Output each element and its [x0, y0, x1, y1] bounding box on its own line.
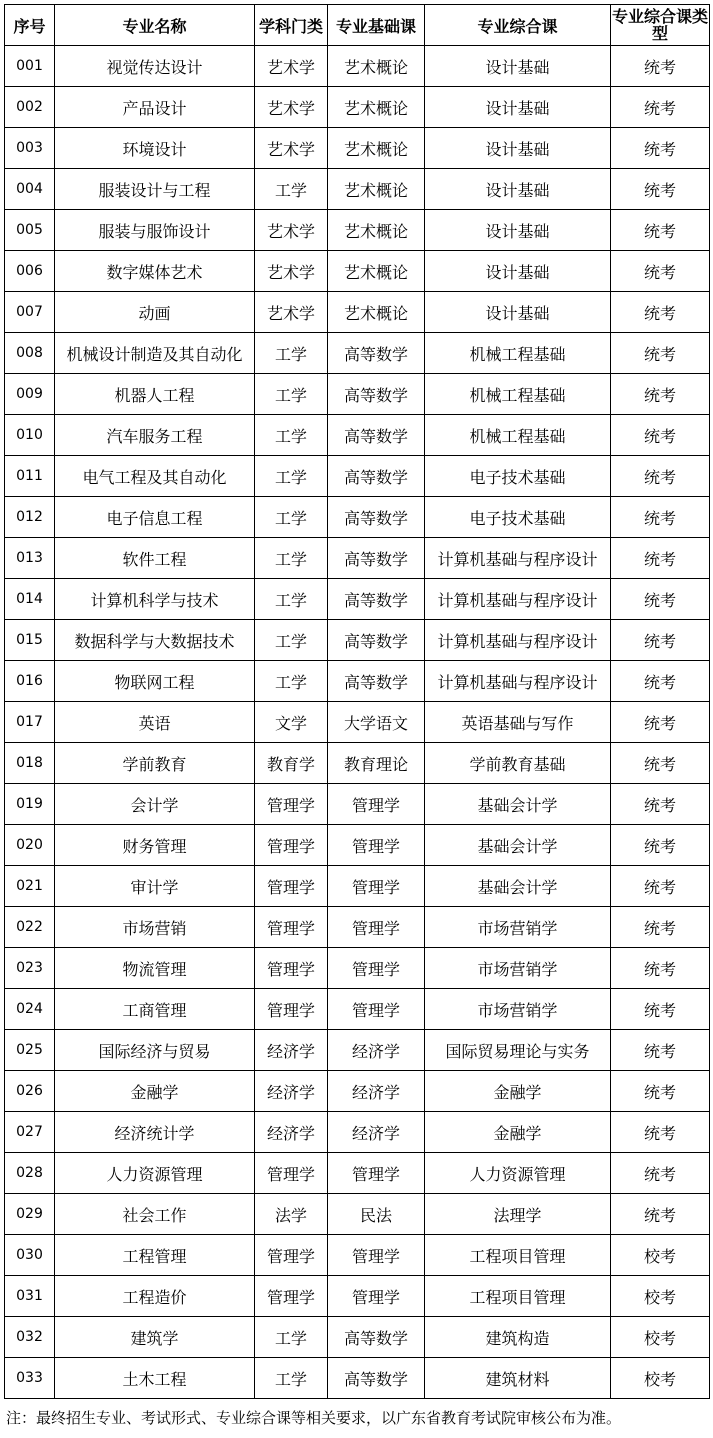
- cell-no: 031: [5, 1276, 55, 1317]
- cell-no: 011: [5, 456, 55, 497]
- header-exam-type: 专业综合课类型: [611, 5, 710, 46]
- cell-major-name: 电子信息工程: [55, 497, 255, 538]
- cell-comprehensive-course: 计算机基础与程序设计: [425, 620, 611, 661]
- cell-category: 管理学: [255, 1153, 328, 1194]
- cell-base-course: 管理学: [328, 907, 425, 948]
- cell-exam-type: 统考: [611, 661, 710, 702]
- cell-base-course: 高等数学: [328, 620, 425, 661]
- cell-comprehensive-course: 计算机基础与程序设计: [425, 579, 611, 620]
- table-row: [5, 702, 710, 743]
- cell-exam-type: 统考: [611, 415, 710, 456]
- table-row: [5, 866, 710, 907]
- cell-comprehensive-course: 机械工程基础: [425, 415, 611, 456]
- cell-exam-type: 统考: [611, 1194, 710, 1235]
- majors-table: [4, 4, 710, 1399]
- table-row: [5, 1358, 710, 1399]
- cell-category: 管理学: [255, 866, 328, 907]
- footnote: 注：最终招生专业、考试形式、专业综合课等相关要求，以广东省教育考试院审核公布为准。: [6, 1409, 622, 1427]
- table-row: [5, 292, 710, 333]
- cell-base-course: 艺术概论: [328, 292, 425, 333]
- cell-base-course: 教育理论: [328, 743, 425, 784]
- cell-major-name: 环境设计: [55, 128, 255, 169]
- cell-exam-type: 统考: [611, 538, 710, 579]
- table-row: [5, 374, 710, 415]
- table-row: [5, 743, 710, 784]
- cell-base-course: 经济学: [328, 1030, 425, 1071]
- cell-major-name: 视觉传达设计: [55, 46, 255, 87]
- cell-category: 工学: [255, 1358, 328, 1399]
- table-row: [5, 456, 710, 497]
- cell-major-name: 市场营销: [55, 907, 255, 948]
- cell-comprehensive-course: 市场营销学: [425, 907, 611, 948]
- cell-category: 管理学: [255, 784, 328, 825]
- cell-category: 工学: [255, 1317, 328, 1358]
- cell-comprehensive-course: 市场营销学: [425, 989, 611, 1030]
- table-header-row: [5, 5, 710, 46]
- cell-exam-type: 统考: [611, 87, 710, 128]
- cell-no: 023: [5, 948, 55, 989]
- cell-category: 管理学: [255, 907, 328, 948]
- table-row: [5, 333, 710, 374]
- cell-comprehensive-course: 建筑材料: [425, 1358, 611, 1399]
- cell-comprehensive-course: 设计基础: [425, 169, 611, 210]
- cell-comprehensive-course: 英语基础与写作: [425, 702, 611, 743]
- cell-base-course: 高等数学: [328, 1317, 425, 1358]
- table-row: [5, 1030, 710, 1071]
- cell-no: 025: [5, 1030, 55, 1071]
- table-row: [5, 989, 710, 1030]
- cell-exam-type: 统考: [611, 743, 710, 784]
- cell-major-name: 工程造价: [55, 1276, 255, 1317]
- cell-category: 艺术学: [255, 210, 328, 251]
- cell-no: 009: [5, 374, 55, 415]
- cell-major-name: 金融学: [55, 1071, 255, 1112]
- cell-category: 工学: [255, 661, 328, 702]
- cell-comprehensive-course: 基础会计学: [425, 825, 611, 866]
- table-row: [5, 1153, 710, 1194]
- cell-no: 013: [5, 538, 55, 579]
- cell-no: 029: [5, 1194, 55, 1235]
- cell-comprehensive-course: 机械工程基础: [425, 374, 611, 415]
- cell-major-name: 土木工程: [55, 1358, 255, 1399]
- header-major-name: 专业名称: [55, 5, 255, 46]
- cell-base-course: 管理学: [328, 948, 425, 989]
- cell-comprehensive-course: 设计基础: [425, 46, 611, 87]
- cell-comprehensive-course: 设计基础: [425, 128, 611, 169]
- cell-no: 005: [5, 210, 55, 251]
- cell-category: 艺术学: [255, 251, 328, 292]
- cell-category: 工学: [255, 374, 328, 415]
- cell-major-name: 人力资源管理: [55, 1153, 255, 1194]
- cell-major-name: 机械设计制造及其自动化: [55, 333, 255, 374]
- cell-exam-type: 统考: [611, 1030, 710, 1071]
- cell-exam-type: 统考: [611, 907, 710, 948]
- cell-comprehensive-course: 电子技术基础: [425, 456, 611, 497]
- cell-base-course: 高等数学: [328, 538, 425, 579]
- cell-major-name: 物流管理: [55, 948, 255, 989]
- cell-base-course: 经济学: [328, 1112, 425, 1153]
- cell-base-course: 管理学: [328, 1235, 425, 1276]
- table-row: [5, 46, 710, 87]
- table-row: [5, 538, 710, 579]
- cell-base-course: 大学语文: [328, 702, 425, 743]
- cell-category: 工学: [255, 333, 328, 374]
- cell-category: 文学: [255, 702, 328, 743]
- cell-no: 018: [5, 743, 55, 784]
- cell-no: 028: [5, 1153, 55, 1194]
- cell-base-course: 经济学: [328, 1071, 425, 1112]
- cell-exam-type: 统考: [611, 46, 710, 87]
- cell-category: 艺术学: [255, 46, 328, 87]
- cell-no: 027: [5, 1112, 55, 1153]
- cell-exam-type: 统考: [611, 128, 710, 169]
- cell-no: 014: [5, 579, 55, 620]
- cell-category: 管理学: [255, 1235, 328, 1276]
- cell-no: 026: [5, 1071, 55, 1112]
- cell-comprehensive-course: 工程项目管理: [425, 1276, 611, 1317]
- table-row: [5, 579, 710, 620]
- cell-exam-type: 统考: [611, 251, 710, 292]
- table-row: [5, 620, 710, 661]
- cell-major-name: 工商管理: [55, 989, 255, 1030]
- cell-category: 管理学: [255, 825, 328, 866]
- cell-base-course: 管理学: [328, 866, 425, 907]
- cell-exam-type: 统考: [611, 702, 710, 743]
- cell-exam-type: 统考: [611, 1153, 710, 1194]
- table-row: [5, 1317, 710, 1358]
- cell-category: 工学: [255, 169, 328, 210]
- table-row: [5, 1194, 710, 1235]
- cell-no: 020: [5, 825, 55, 866]
- table-row: [5, 128, 710, 169]
- cell-no: 007: [5, 292, 55, 333]
- cell-base-course: 艺术概论: [328, 169, 425, 210]
- cell-comprehensive-course: 人力资源管理: [425, 1153, 611, 1194]
- cell-exam-type: 统考: [611, 579, 710, 620]
- table-row: [5, 661, 710, 702]
- table-row: [5, 251, 710, 292]
- table-row: [5, 169, 710, 210]
- cell-exam-type: 统考: [611, 456, 710, 497]
- cell-no: 022: [5, 907, 55, 948]
- cell-category: 法学: [255, 1194, 328, 1235]
- cell-exam-type: 统考: [611, 210, 710, 251]
- cell-major-name: 审计学: [55, 866, 255, 907]
- cell-major-name: 汽车服务工程: [55, 415, 255, 456]
- cell-no: 006: [5, 251, 55, 292]
- cell-major-name: 机器人工程: [55, 374, 255, 415]
- table-row: [5, 907, 710, 948]
- cell-no: 015: [5, 620, 55, 661]
- cell-base-course: 管理学: [328, 1153, 425, 1194]
- cell-exam-type: 统考: [611, 825, 710, 866]
- cell-exam-type: 统考: [611, 497, 710, 538]
- cell-category: 艺术学: [255, 292, 328, 333]
- cell-base-course: 高等数学: [328, 497, 425, 538]
- cell-major-name: 数据科学与大数据技术: [55, 620, 255, 661]
- cell-base-course: 高等数学: [328, 415, 425, 456]
- cell-base-course: 艺术概论: [328, 210, 425, 251]
- cell-base-course: 艺术概论: [328, 128, 425, 169]
- cell-major-name: 产品设计: [55, 87, 255, 128]
- cell-exam-type: 统考: [611, 989, 710, 1030]
- cell-no: 008: [5, 333, 55, 374]
- cell-comprehensive-course: 基础会计学: [425, 784, 611, 825]
- cell-exam-type: 统考: [611, 866, 710, 907]
- table-row: [5, 210, 710, 251]
- cell-major-name: 会计学: [55, 784, 255, 825]
- cell-no: 004: [5, 169, 55, 210]
- cell-base-course: 高等数学: [328, 661, 425, 702]
- cell-category: 工学: [255, 620, 328, 661]
- cell-comprehensive-course: 计算机基础与程序设计: [425, 661, 611, 702]
- cell-comprehensive-course: 国际贸易理论与实务: [425, 1030, 611, 1071]
- cell-base-course: 民法: [328, 1194, 425, 1235]
- cell-comprehensive-course: 工程项目管理: [425, 1235, 611, 1276]
- cell-major-name: 电气工程及其自动化: [55, 456, 255, 497]
- cell-exam-type: 统考: [611, 1112, 710, 1153]
- cell-category: 经济学: [255, 1030, 328, 1071]
- header-base-course: 专业基础课: [328, 5, 425, 46]
- table-row: [5, 1071, 710, 1112]
- cell-base-course: 管理学: [328, 784, 425, 825]
- cell-no: 033: [5, 1358, 55, 1399]
- cell-no: 030: [5, 1235, 55, 1276]
- header-comprehensive-course: 专业综合课: [425, 5, 611, 46]
- table-row: [5, 1235, 710, 1276]
- cell-major-name: 国际经济与贸易: [55, 1030, 255, 1071]
- cell-exam-type: 统考: [611, 948, 710, 989]
- cell-major-name: 工程管理: [55, 1235, 255, 1276]
- cell-major-name: 建筑学: [55, 1317, 255, 1358]
- table-body: [5, 46, 710, 1399]
- cell-no: 032: [5, 1317, 55, 1358]
- cell-comprehensive-course: 设计基础: [425, 292, 611, 333]
- cell-no: 017: [5, 702, 55, 743]
- cell-base-course: 艺术概论: [328, 251, 425, 292]
- header-category: 学科门类: [255, 5, 328, 46]
- cell-no: 001: [5, 46, 55, 87]
- cell-base-course: 管理学: [328, 825, 425, 866]
- cell-comprehensive-course: 学前教育基础: [425, 743, 611, 784]
- cell-no: 012: [5, 497, 55, 538]
- cell-major-name: 英语: [55, 702, 255, 743]
- cell-category: 工学: [255, 579, 328, 620]
- cell-no: 002: [5, 87, 55, 128]
- cell-no: 016: [5, 661, 55, 702]
- cell-base-course: 高等数学: [328, 579, 425, 620]
- cell-base-course: 艺术概论: [328, 87, 425, 128]
- cell-base-course: 管理学: [328, 989, 425, 1030]
- cell-comprehensive-course: 基础会计学: [425, 866, 611, 907]
- cell-exam-type: 统考: [611, 169, 710, 210]
- cell-comprehensive-course: 金融学: [425, 1112, 611, 1153]
- table-row: [5, 87, 710, 128]
- cell-category: 经济学: [255, 1112, 328, 1153]
- cell-major-name: 学前教育: [55, 743, 255, 784]
- cell-base-course: 高等数学: [328, 456, 425, 497]
- cell-exam-type: 校考: [611, 1276, 710, 1317]
- table-row: [5, 1276, 710, 1317]
- cell-comprehensive-course: 电子技术基础: [425, 497, 611, 538]
- cell-comprehensive-course: 设计基础: [425, 210, 611, 251]
- cell-comprehensive-course: 机械工程基础: [425, 333, 611, 374]
- cell-no: 010: [5, 415, 55, 456]
- cell-no: 003: [5, 128, 55, 169]
- cell-base-course: 艺术概论: [328, 46, 425, 87]
- cell-comprehensive-course: 金融学: [425, 1071, 611, 1112]
- cell-comprehensive-course: 建筑构造: [425, 1317, 611, 1358]
- cell-exam-type: 校考: [611, 1317, 710, 1358]
- cell-category: 艺术学: [255, 128, 328, 169]
- cell-no: 021: [5, 866, 55, 907]
- cell-comprehensive-course: 设计基础: [425, 87, 611, 128]
- cell-major-name: 数字媒体艺术: [55, 251, 255, 292]
- cell-exam-type: 统考: [611, 620, 710, 661]
- cell-exam-type: 统考: [611, 292, 710, 333]
- cell-major-name: 软件工程: [55, 538, 255, 579]
- cell-exam-type: 校考: [611, 1235, 710, 1276]
- cell-category: 工学: [255, 538, 328, 579]
- cell-major-name: 物联网工程: [55, 661, 255, 702]
- cell-exam-type: 统考: [611, 374, 710, 415]
- cell-comprehensive-course: 法理学: [425, 1194, 611, 1235]
- cell-exam-type: 统考: [611, 333, 710, 374]
- cell-category: 工学: [255, 456, 328, 497]
- table-row: [5, 825, 710, 866]
- header-no: 序号: [5, 5, 55, 46]
- cell-base-course: 高等数学: [328, 374, 425, 415]
- cell-no: 024: [5, 989, 55, 1030]
- cell-exam-type: 统考: [611, 1071, 710, 1112]
- cell-category: 工学: [255, 415, 328, 456]
- cell-category: 管理学: [255, 1276, 328, 1317]
- cell-exam-type: 校考: [611, 1358, 710, 1399]
- cell-base-course: 管理学: [328, 1276, 425, 1317]
- cell-major-name: 服装设计与工程: [55, 169, 255, 210]
- cell-major-name: 计算机科学与技术: [55, 579, 255, 620]
- table-row: [5, 415, 710, 456]
- cell-category: 艺术学: [255, 87, 328, 128]
- cell-comprehensive-course: 设计基础: [425, 251, 611, 292]
- cell-category: 教育学: [255, 743, 328, 784]
- cell-comprehensive-course: 市场营销学: [425, 948, 611, 989]
- cell-comprehensive-course: 计算机基础与程序设计: [425, 538, 611, 579]
- majors-table-container: [4, 4, 710, 1399]
- cell-base-course: 高等数学: [328, 1358, 425, 1399]
- cell-major-name: 服装与服饰设计: [55, 210, 255, 251]
- cell-major-name: 财务管理: [55, 825, 255, 866]
- cell-exam-type: 统考: [611, 784, 710, 825]
- cell-category: 经济学: [255, 1071, 328, 1112]
- table-row: [5, 948, 710, 989]
- cell-no: 019: [5, 784, 55, 825]
- cell-category: 管理学: [255, 948, 328, 989]
- cell-base-course: 高等数学: [328, 333, 425, 374]
- table-row: [5, 1112, 710, 1153]
- cell-major-name: 社会工作: [55, 1194, 255, 1235]
- cell-category: 工学: [255, 497, 328, 538]
- cell-major-name: 动画: [55, 292, 255, 333]
- table-row: [5, 784, 710, 825]
- cell-category: 管理学: [255, 989, 328, 1030]
- table-row: [5, 497, 710, 538]
- cell-major-name: 经济统计学: [55, 1112, 255, 1153]
